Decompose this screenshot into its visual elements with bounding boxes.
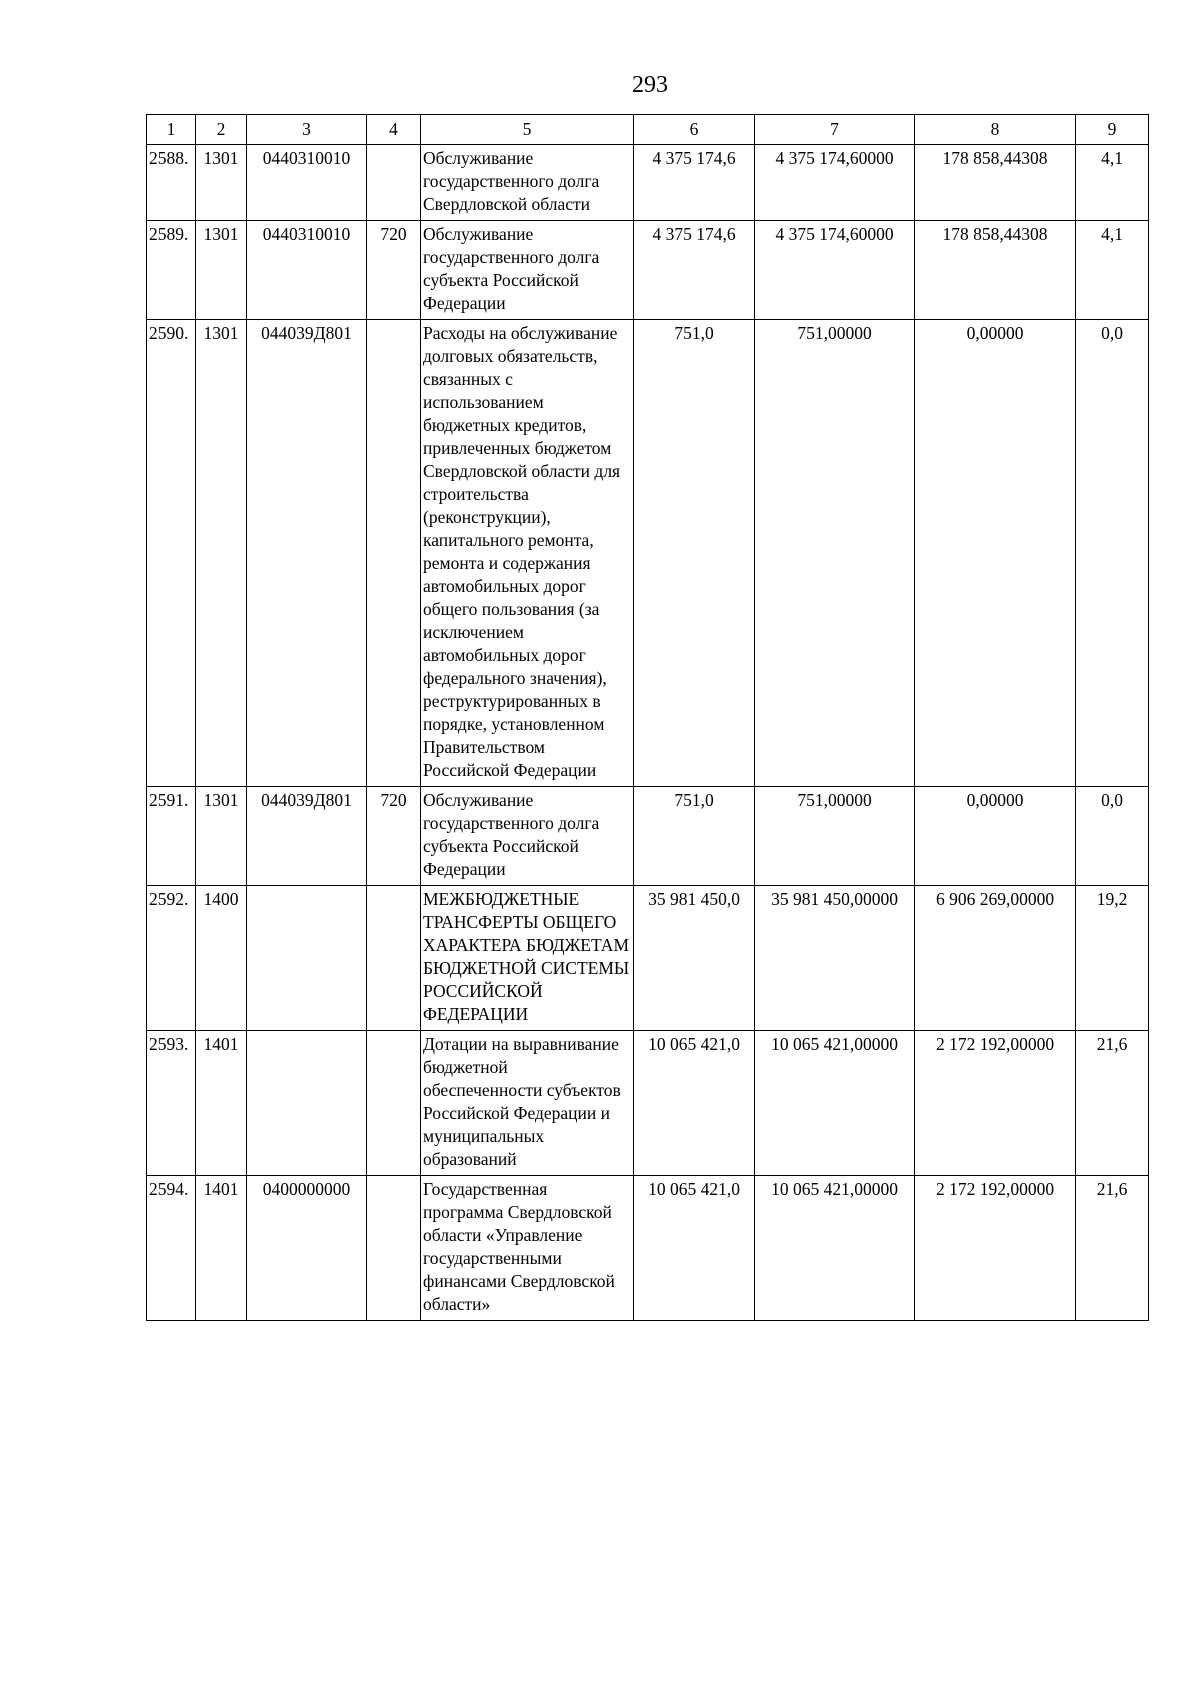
item-name-cell: Государственная программа Свердловской области «Управление государственными финансами Свердловской области»: [421, 1176, 634, 1321]
target-code-cell: 044039Д801: [247, 320, 367, 787]
column-header: 5: [421, 115, 634, 145]
table-row: [147, 221, 1149, 320]
column-header: 3: [247, 115, 367, 145]
expense-kind-cell: [367, 1031, 421, 1176]
percent-col9-cell: 21,6: [1076, 1031, 1149, 1176]
percent-col9-cell: 0,0: [1076, 320, 1149, 787]
target-code-cell: 0400000000: [247, 1176, 367, 1321]
item-name-cell: МЕЖБЮДЖЕТНЫЕ ТРАНСФЕРТЫ ОБЩЕГО ХАРАКТЕРА БЮДЖЕТАМ БЮДЖЕТНОЙ СИСТЕМЫ РОССИЙСКОЙ ФЕДЕРАЦИИ: [421, 886, 634, 1031]
value-col8-cell: 0,00000: [915, 787, 1076, 886]
section-code-cell: 1401: [196, 1031, 247, 1176]
column-header: 1: [147, 115, 196, 145]
target-code-cell: 0440310010: [247, 145, 367, 221]
column-header: 2: [196, 115, 247, 145]
value-col6-cell: 751,0: [634, 787, 755, 886]
value-col8-cell: 0,00000: [915, 320, 1076, 787]
value-col8-cell: 2 172 192,00000: [915, 1031, 1076, 1176]
section-code-cell: 1301: [196, 787, 247, 886]
value-col6-cell: 751,0: [634, 320, 755, 787]
table-row: [147, 145, 1149, 221]
value-col6-cell: 4 375 174,6: [634, 145, 755, 221]
percent-col9-cell: 4,1: [1076, 145, 1149, 221]
percent-col9-cell: 21,6: [1076, 1176, 1149, 1321]
table-header-row: [147, 115, 1149, 145]
page-number: 293: [632, 72, 668, 98]
section-code-cell: 1301: [196, 221, 247, 320]
table-row: [147, 1176, 1149, 1321]
expense-kind-cell: [367, 886, 421, 1031]
row-number-cell: 2591.: [147, 787, 196, 886]
section-code-cell: 1301: [196, 320, 247, 787]
expense-kind-cell: 720: [367, 221, 421, 320]
item-name-cell: Обслуживание государственного долга Свердловской области: [421, 145, 634, 221]
value-col7-cell: 4 375 174,60000: [755, 221, 915, 320]
value-col6-cell: 10 065 421,0: [634, 1031, 755, 1176]
value-col6-cell: 4 375 174,6: [634, 221, 755, 320]
target-code-cell: [247, 1031, 367, 1176]
section-code-cell: 1301: [196, 145, 247, 221]
table-row: [147, 1031, 1149, 1176]
item-name-cell: Обслуживание государственного долга субъекта Российской Федерации: [421, 787, 634, 886]
column-header: 4: [367, 115, 421, 145]
item-name-cell: Обслуживание государственного долга субъекта Российской Федерации: [421, 221, 634, 320]
value-col7-cell: 4 375 174,60000: [755, 145, 915, 221]
percent-col9-cell: 4,1: [1076, 221, 1149, 320]
table-row: [147, 320, 1149, 787]
value-col7-cell: 751,00000: [755, 320, 915, 787]
expense-kind-cell: [367, 145, 421, 221]
item-name-cell: Дотации на выравнивание бюджетной обеспеченности субъектов Российской Федерации и муниципальных образований: [421, 1031, 634, 1176]
percent-col9-cell: 0,0: [1076, 787, 1149, 886]
row-number-cell: 2593.: [147, 1031, 196, 1176]
table-row: [147, 886, 1149, 1031]
item-name-cell: Расходы на обслуживание долговых обязательств, связанных с использованием бюджетных кредитов, привлеченных бюджетом Свердловской области для строительства (реконструкции), капитального ремонта, ремонта и содержания автомобильных дорог общего пользования (за исключением автомобильных дорог федерального значения), реструктурированных в порядке, установленном Правительством Российской Федерации: [421, 320, 634, 787]
value-col7-cell: 35 981 450,00000: [755, 886, 915, 1031]
value-col7-cell: 10 065 421,00000: [755, 1176, 915, 1321]
target-code-cell: [247, 886, 367, 1031]
column-header: 9: [1076, 115, 1149, 145]
column-header: 6: [634, 115, 755, 145]
value-col8-cell: 178 858,44308: [915, 145, 1076, 221]
row-number-cell: 2590.: [147, 320, 196, 787]
value-col8-cell: 6 906 269,00000: [915, 886, 1076, 1031]
expense-kind-cell: [367, 320, 421, 787]
row-number-cell: 2592.: [147, 886, 196, 1031]
section-code-cell: 1401: [196, 1176, 247, 1321]
row-number-cell: 2589.: [147, 221, 196, 320]
value-col8-cell: 2 172 192,00000: [915, 1176, 1076, 1321]
target-code-cell: 0440310010: [247, 221, 367, 320]
column-header: 7: [755, 115, 915, 145]
section-code-cell: 1400: [196, 886, 247, 1031]
row-number-cell: 2588.: [147, 145, 196, 221]
column-header: 8: [915, 115, 1076, 145]
row-number-cell: 2594.: [147, 1176, 196, 1321]
expense-kind-cell: 720: [367, 787, 421, 886]
value-col6-cell: 35 981 450,0: [634, 886, 755, 1031]
value-col6-cell: 10 065 421,0: [634, 1176, 755, 1321]
table-row: [147, 787, 1149, 886]
percent-col9-cell: 19,2: [1076, 886, 1149, 1031]
value-col7-cell: 751,00000: [755, 787, 915, 886]
expense-kind-cell: [367, 1176, 421, 1321]
budget-table: [146, 114, 1149, 1321]
value-col7-cell: 10 065 421,00000: [755, 1031, 915, 1176]
value-col8-cell: 178 858,44308: [915, 221, 1076, 320]
target-code-cell: 044039Д801: [247, 787, 367, 886]
